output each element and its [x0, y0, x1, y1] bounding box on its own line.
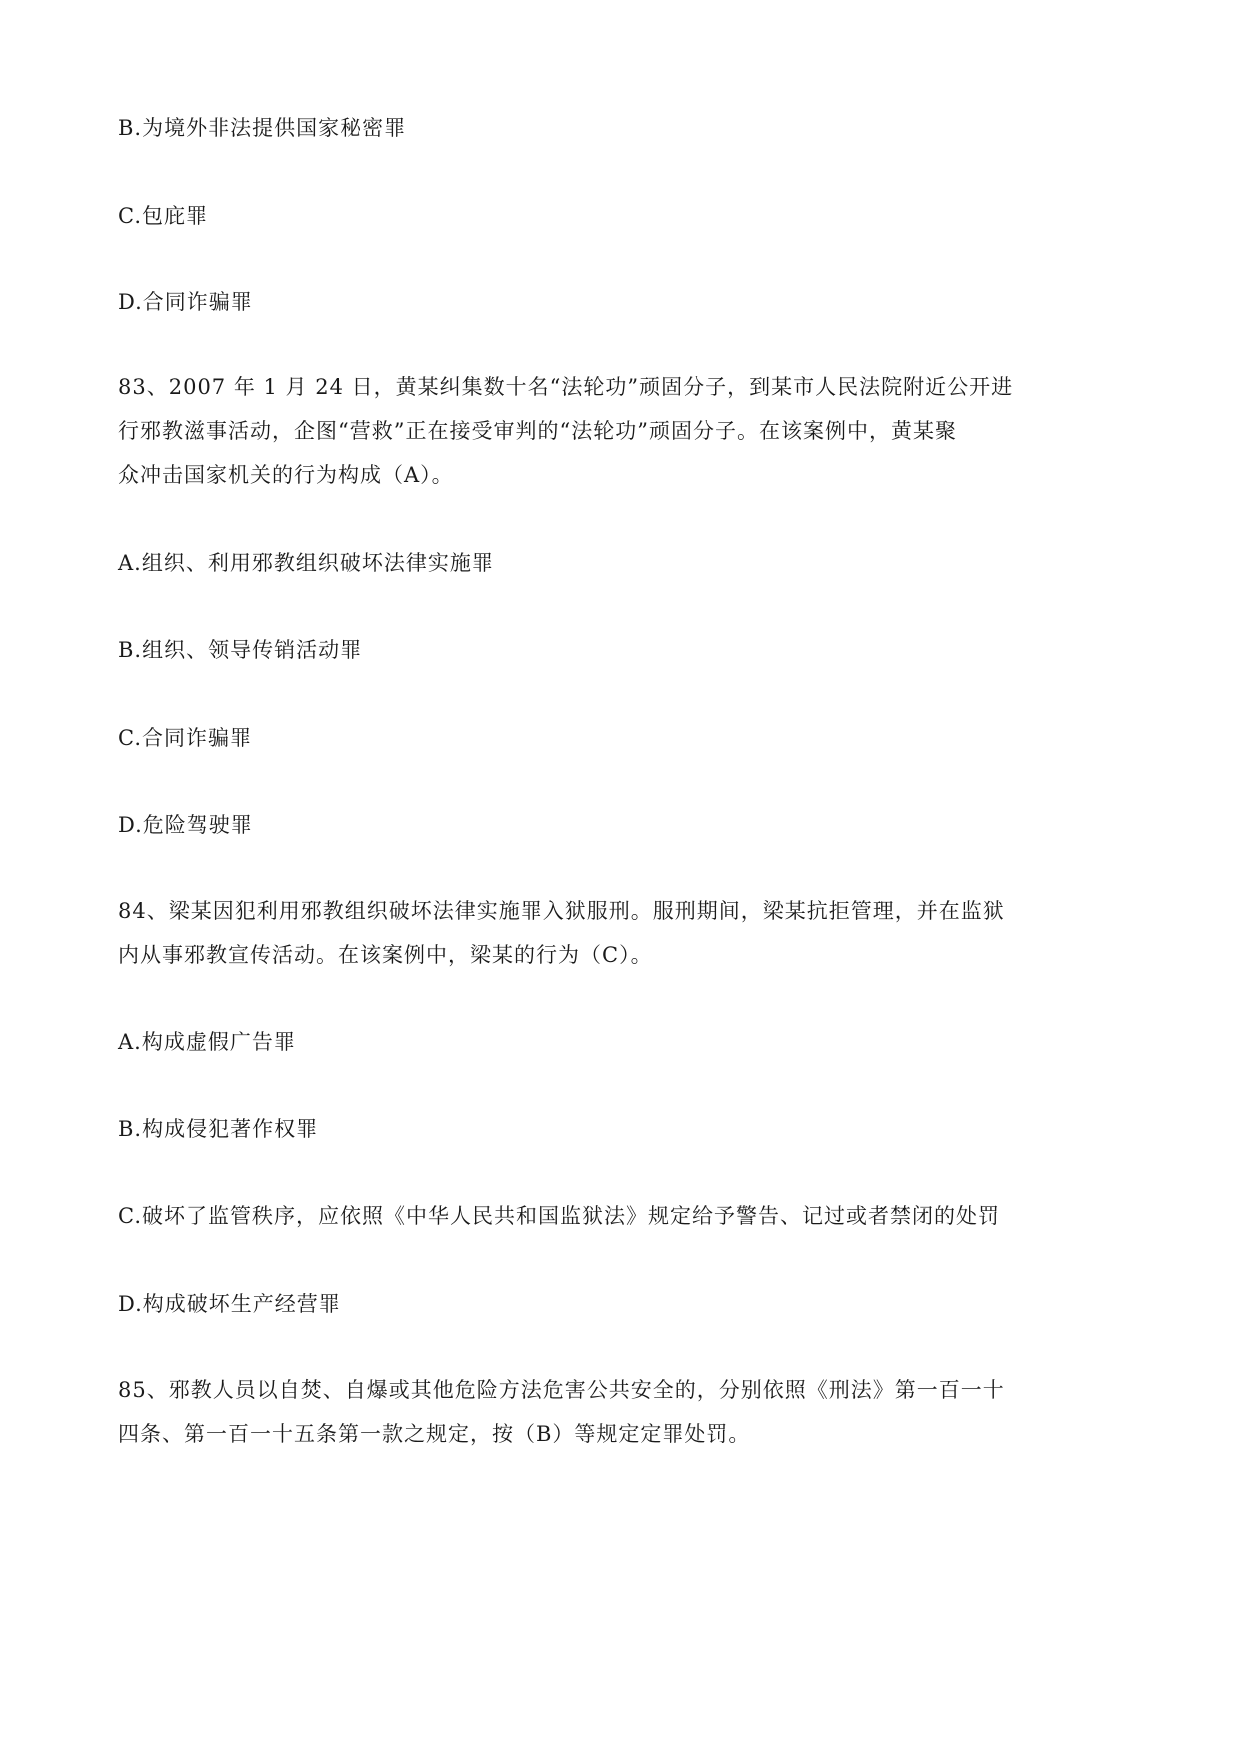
q83-stem-line: 行邪教滋事活动，企图“营救”正在接受审判的“法轮功”顽固分子。在该案例中，黄某聚 — [118, 419, 957, 443]
q83-option-c: C.合同诈骗罪 — [118, 726, 252, 750]
q83-option-b: B.组织、领导传销活动罪 — [118, 638, 363, 662]
q83-stem — [118, 365, 1128, 497]
q84-stem — [118, 889, 1128, 977]
q84-stem-line: 内从事邪教宣传活动。在该案例中，梁某的行为（C）。 — [118, 943, 653, 967]
q83-stem-line: 83、2007 年 1 月 24 日，黄某纠集数十名“法轮功”顽固分子，到某市人民法院附近公开进 — [118, 375, 1014, 399]
q83-option-d: D.危险驾驶罪 — [118, 813, 253, 837]
q85-stem — [118, 1368, 1128, 1456]
q83-option-a: A.组织、利用邪教组织破坏法律实施罪 — [118, 551, 494, 575]
q82-option-b: B.为境外非法提供国家秘密罪 — [118, 116, 407, 140]
q85-stem-line: 85、邪教人员以自焚、自爆或其他危险方法危害公共安全的，分别依照《刑法》第一百一十 — [118, 1378, 1005, 1402]
q84-option-d: D.构成破坏生产经营罪 — [118, 1292, 341, 1316]
q82-option-d: D.合同诈骗罪 — [118, 290, 253, 314]
q84-option-c: C.破坏了监管秩序，应依照《中华人民共和国监狱法》规定给予警告、记过或者禁闭的处罚 — [118, 1204, 1000, 1228]
q84-option-a: A.构成虚假广告罪 — [118, 1030, 296, 1054]
q84-stem-line: 84、梁某因犯利用邪教组织破坏法律实施罪入狱服刑。服刑期间，梁某抗拒管理，并在监狱 — [118, 899, 1005, 923]
q83-stem-line: 众冲击国家机关的行为构成（A）。 — [118, 463, 454, 487]
q85-stem-line: 四条、第一百一十五条第一款之规定，按（B）等规定定罪处罚。 — [118, 1422, 751, 1446]
q84-option-b: B.构成侵犯著作权罪 — [118, 1117, 319, 1141]
q82-option-c: C.包庇罪 — [118, 204, 208, 228]
